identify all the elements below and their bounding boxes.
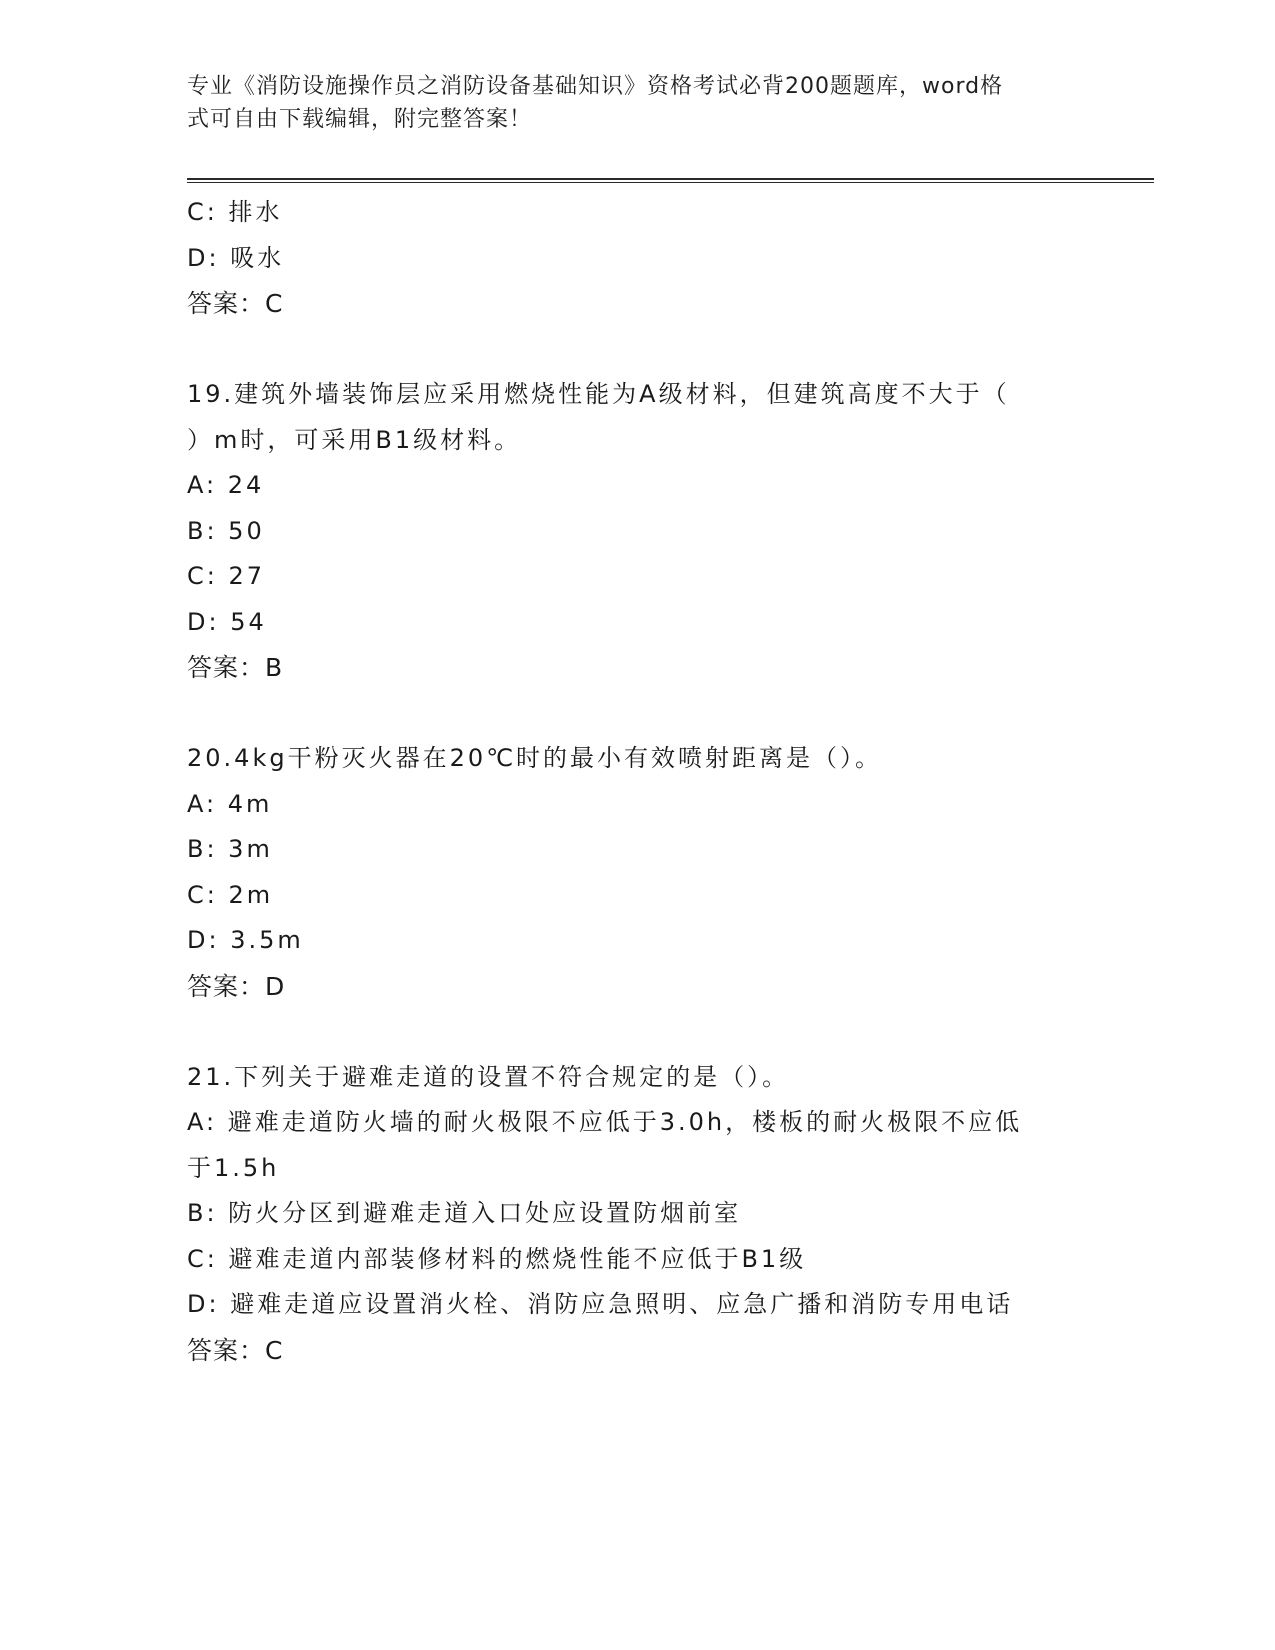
option-c: C: 2m xyxy=(187,880,274,909)
question-block-21 xyxy=(187,1055,1087,1374)
option-b: B: 3m xyxy=(187,835,273,863)
option-b: B: 50 xyxy=(187,516,265,545)
option-c: C: 27 xyxy=(187,562,266,590)
option-d: D: 54 xyxy=(187,607,267,636)
question-block-18 xyxy=(187,190,1087,327)
question-stem-continued: ）m时，可采用B1级材料。 xyxy=(187,425,522,454)
header-divider-thick xyxy=(187,178,1154,180)
header-line-1: 专业《消防设施操作员之消防设备基础知识》资格考试必背200题题库，word格 xyxy=(187,74,1004,99)
option-d: D: 避难走道应设置消火栓、消防应急照明、应急广播和消防专用电话 xyxy=(187,1290,1014,1318)
spacer xyxy=(187,691,1087,737)
spacer xyxy=(187,1009,1087,1055)
option-c: C: 避难走道内部装修材料的燃烧性能不应低于B1级 xyxy=(187,1244,807,1273)
question-block-20 xyxy=(187,736,1087,1009)
question-list xyxy=(187,190,1087,1373)
answer-line: 答案：D xyxy=(187,971,286,1001)
header-line-2: 式可自由下载编辑，附完整答案！ xyxy=(187,107,533,132)
option-a: A: 4m xyxy=(187,789,273,818)
option-c: C: 排水 xyxy=(187,198,283,226)
question-stem: 20.4kg干粉灭火器在20℃时的最小有效喷射距离是（）。 xyxy=(187,744,883,772)
question-stem: 21.下列关于避难走道的设置不符合规定的是（）。 xyxy=(187,1062,790,1091)
option-b: B: 防火分区到避难走道入口处应设置防烟前室 xyxy=(187,1199,742,1227)
question-stem: 19.建筑外墙装饰层应采用燃烧性能为A级材料，但建筑高度不大于（ xyxy=(187,380,1010,408)
option-d: D: 吸水 xyxy=(187,243,285,272)
answer-line: 答案：C xyxy=(187,1335,284,1365)
option-a-continued: 于1.5h xyxy=(187,1153,280,1182)
option-d: D: 3.5m xyxy=(187,926,304,954)
question-block-19 xyxy=(187,372,1087,691)
option-a: A: 避难走道防火墙的耐火极限不应低于3.0h，楼板的耐火极限不应低 xyxy=(187,1108,1023,1136)
page-header xyxy=(187,70,1087,136)
answer-line: 答案：B xyxy=(187,653,284,682)
option-a: A: 24 xyxy=(187,471,265,499)
header-divider-thin xyxy=(187,182,1154,183)
spacer xyxy=(187,327,1087,373)
answer-line: 答案：C xyxy=(187,289,284,318)
